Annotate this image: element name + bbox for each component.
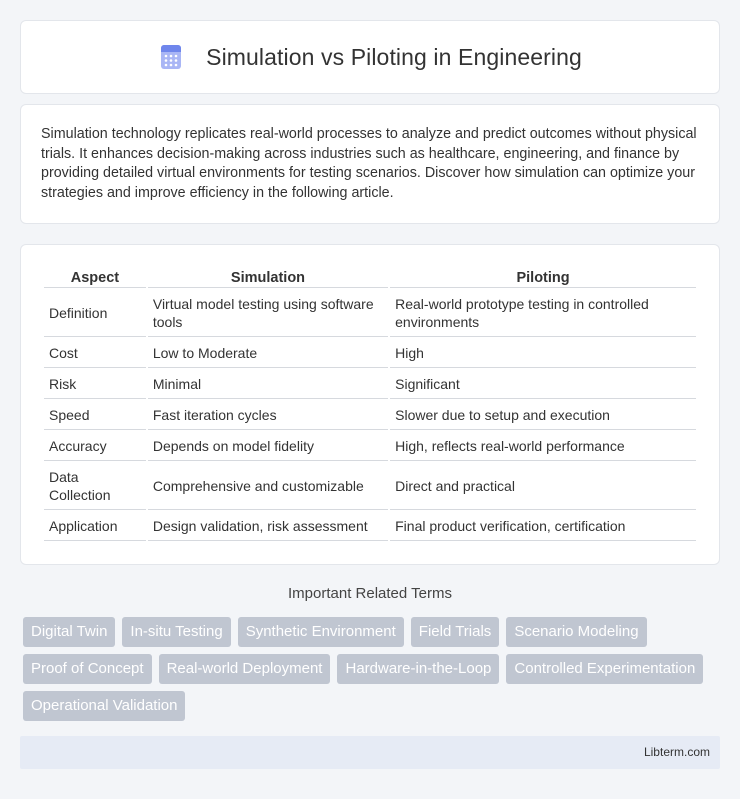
table-cell: Virtual model testing using software tools xyxy=(148,290,388,337)
term-tag-controlled-experimentation[interactable]: Controlled Experimentation xyxy=(506,654,703,684)
term-tag-digital-twin[interactable]: Digital Twin xyxy=(23,617,115,647)
column-header-simulation: Simulation xyxy=(148,267,388,288)
table-cell: Slower due to setup and execution xyxy=(390,401,696,430)
term-tag-hardware-in-the-loop[interactable]: Hardware-in-the-Loop xyxy=(337,654,499,684)
table-row xyxy=(44,370,696,399)
term-tag-scenario-modeling[interactable]: Scenario Modeling xyxy=(506,617,646,647)
intro-card xyxy=(20,104,720,224)
table-row xyxy=(44,401,696,430)
table-cell: Data Collection xyxy=(44,463,146,510)
intro-paragraph: Simulation technology replicates real-world processes to analyze and predict outcomes without physical trials. It enhances decision-making across industries such as healthcare, engineering, and finance by providing detailed virtual environments for testing scenarios. Discover how simulation can optimize your strategies and improve efficiency in the following article. xyxy=(41,126,697,201)
table-cell: Final product verification, certification xyxy=(390,512,696,541)
table-cell: Risk xyxy=(44,370,146,399)
table-cell: Application xyxy=(44,512,146,541)
table-row xyxy=(44,463,696,510)
table-cell: Speed xyxy=(44,401,146,430)
title-card xyxy=(20,20,720,94)
table-cell: Depends on model fidelity xyxy=(148,432,388,461)
related-terms-list xyxy=(23,617,723,721)
table-cell: Cost xyxy=(44,339,146,368)
table-cell: Design validation, risk assessment xyxy=(148,512,388,541)
calculator-icon xyxy=(158,44,184,70)
term-tag-synthetic-environment[interactable]: Synthetic Environment xyxy=(238,617,404,647)
table-cell: Significant xyxy=(390,370,696,399)
table-cell: Fast iteration cycles xyxy=(148,401,388,430)
page-title: Simulation vs Piloting in Engineering xyxy=(206,43,582,70)
comparison-table xyxy=(42,265,698,543)
term-tag-proof-of-concept[interactable]: Proof of Concept xyxy=(23,654,152,684)
table-cell: Low to Moderate xyxy=(148,339,388,368)
term-tag-field-trials[interactable]: Field Trials xyxy=(411,617,500,647)
table-row xyxy=(44,290,696,337)
table-cell: Comprehensive and customizable xyxy=(148,463,388,510)
term-tag-operational-validation[interactable]: Operational Validation xyxy=(23,691,185,721)
table-cell: Accuracy xyxy=(44,432,146,461)
table-row xyxy=(44,512,696,541)
term-tag-in-situ-testing[interactable]: In-situ Testing xyxy=(122,617,230,647)
term-tag-real-world-deployment[interactable]: Real-world Deployment xyxy=(159,654,331,684)
table-cell: Direct and practical xyxy=(390,463,696,510)
table-row xyxy=(44,432,696,461)
table-cell: Real-world prototype testing in controlled environments xyxy=(390,290,696,337)
table-row xyxy=(44,339,696,368)
footer xyxy=(20,736,720,769)
related-terms-heading: Important Related Terms xyxy=(288,585,452,602)
table-header-row xyxy=(44,267,696,288)
table-cell: High xyxy=(390,339,696,368)
table-cell: Minimal xyxy=(148,370,388,399)
comparison-card xyxy=(20,244,720,565)
footer-brand-link[interactable]: Libterm.com xyxy=(643,745,710,759)
column-header-piloting: Piloting xyxy=(390,267,696,288)
table-cell: High, reflects real-world performance xyxy=(390,432,696,461)
column-header-aspect: Aspect xyxy=(44,267,146,288)
table-cell: Definition xyxy=(44,290,146,337)
